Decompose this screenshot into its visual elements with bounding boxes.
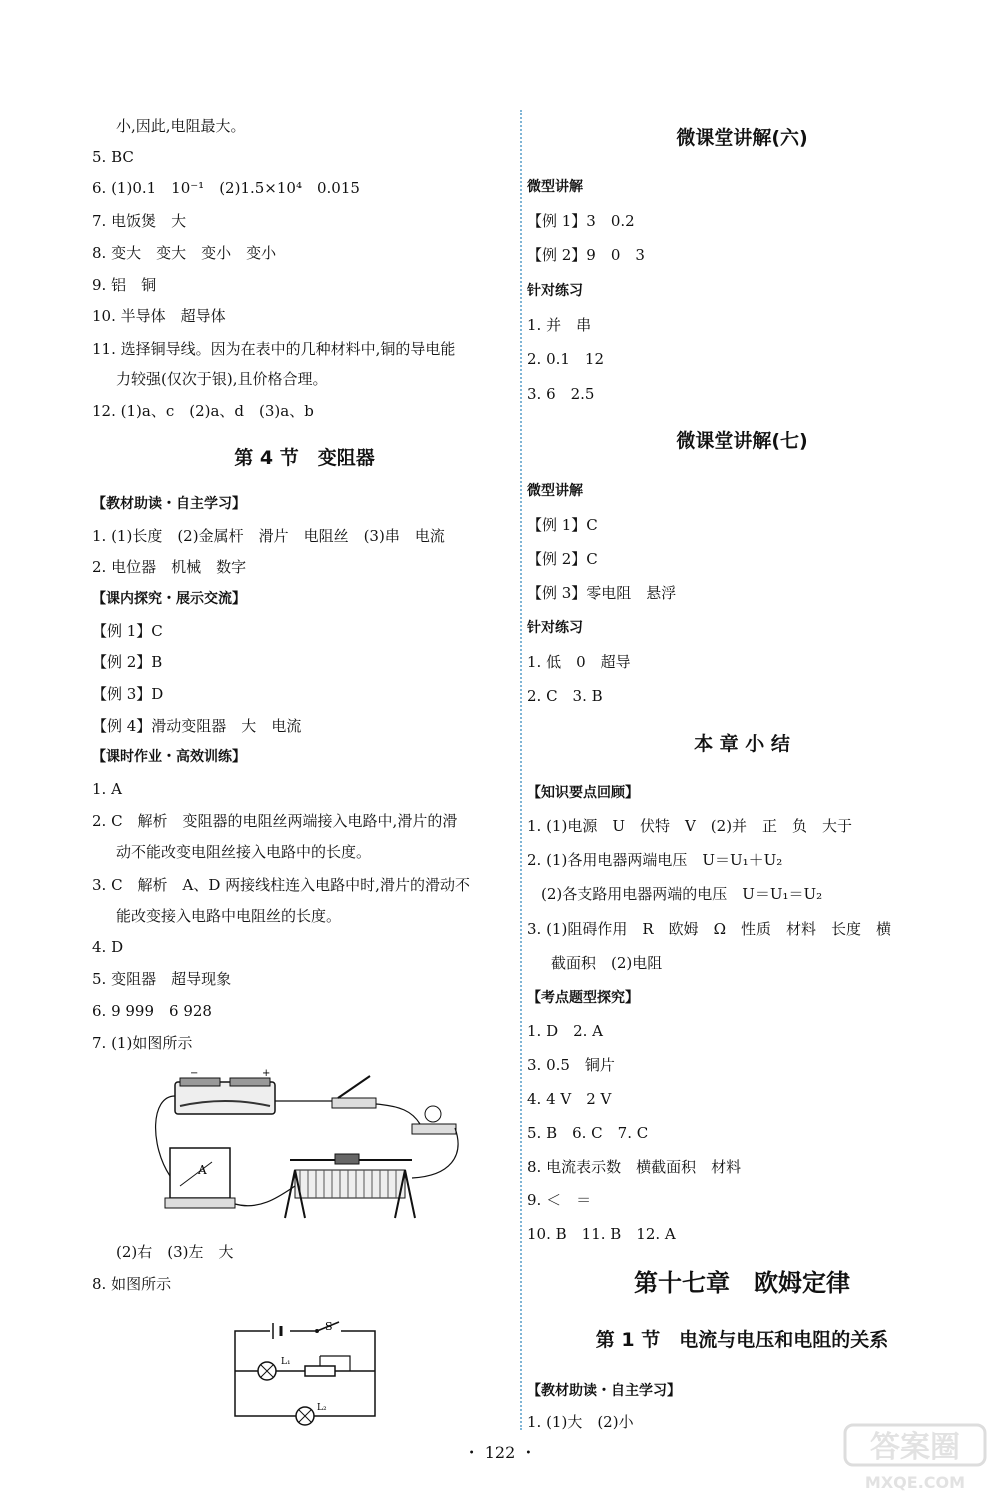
text-line: 小,因此,电阻最大。 [116, 117, 246, 135]
text-line: 1. (1)长度 (2)金属杆 滑片 电阻丝 (3)串 电流 [92, 527, 445, 545]
text-line: 【例 1】3 0.2 [527, 212, 635, 230]
text-line: 【例 2】C [527, 550, 598, 568]
watermark-logo [840, 1420, 990, 1495]
text-line: 9. ＜ ＝ [527, 1191, 592, 1209]
lamp2-label: L₂ [317, 1403, 327, 1413]
column-divider [520, 110, 522, 1430]
text-line: 5. B 6. C 7. C [527, 1124, 649, 1142]
text-line: 5. BC [92, 148, 134, 166]
svg-text:+: + [262, 1068, 271, 1079]
chapter-title: 第十七章 欧姆定律 [634, 1269, 850, 1297]
text-line: 8. 如图所示 [92, 1275, 172, 1293]
text-line: 1. (1)大 (2)小 [527, 1413, 634, 1431]
section-title: 微课堂讲解(六) [676, 127, 808, 149]
subheading: 【教材助读・自主学习】 [527, 1383, 681, 1399]
page-number: ・ 122 ・ [463, 1443, 537, 1462]
text-line: 4. D [92, 938, 124, 956]
text-line: 5. 变阻器 超导现象 [92, 970, 232, 988]
text-line: 11. 选择铜导线。因为在表中的几种材料中,铜的导电能 [92, 340, 456, 358]
text-line: 1. 并 串 [527, 316, 592, 334]
text-line: (2)各支路用电器两端的电压 U＝U₁＝U₂ [541, 885, 823, 903]
text-line: 1. 低 0 超导 [527, 653, 631, 671]
rheostat-icon [285, 1154, 415, 1218]
text-line: 【例 4】滑动变阻器 大 电流 [92, 717, 302, 735]
subheading: 【知识要点回顾】 [527, 785, 639, 801]
battery-icon [175, 1068, 275, 1114]
text-line: 【例 2】B [92, 653, 163, 671]
text-line: 3. C 解析 A、D 两接线柱连入电路中时,滑片的滑动不 [92, 876, 470, 894]
text-line: 1. (1)电源 U 伏特 V (2)并 正 负 大于 [527, 817, 853, 835]
text-line: 2. C 3. B [527, 687, 603, 705]
subheading: 微型讲解 [527, 483, 583, 499]
knife-switch-icon [332, 1076, 376, 1108]
text-line: 力较强(仅次于银),且价格合理。 [116, 370, 328, 388]
text-line: 【例 1】C [527, 516, 598, 534]
section-title: 微课堂讲解(七) [676, 430, 808, 452]
text-line: 6. (1)0.1 10⁻¹ (2)1.5×10⁴ 0.015 [92, 179, 360, 197]
text-line: 8. 变大 变大 变小 变小 [92, 244, 277, 262]
text-line: (2)右 (3)左 大 [116, 1243, 234, 1261]
text-line: 6. 9 999 6 928 [92, 1002, 212, 1020]
subheading: 针对练习 [527, 620, 583, 636]
ammeter-label: A [198, 1163, 207, 1177]
svg-text:答案圈: 答案圈 [870, 1430, 960, 1465]
physical-circuit-figure [150, 1066, 475, 1226]
text-line: 【例 3】零电阻 悬浮 [527, 584, 677, 602]
lamp1-label: L₁ [281, 1357, 291, 1367]
text-line: 1. D 2. A [527, 1022, 604, 1040]
subheading: 【考点题型探究】 [527, 990, 639, 1006]
svg-text:−: − [190, 1068, 199, 1079]
text-line: 2. (1)各用电器两端电压 U＝U₁＋U₂ [527, 851, 783, 869]
text-line: 10. 半导体 超导体 [92, 307, 226, 325]
svg-text:MXQE.COM: MXQE.COM [864, 1473, 966, 1492]
text-line: 动不能改变电阻丝接入电路中的长度。 [116, 843, 372, 861]
text-line: 4. 4 V 2 V [527, 1090, 612, 1108]
text-line: 8. 电流表示数 横截面积 材料 [527, 1158, 742, 1176]
text-line: 12. (1)a、c (2)a、d (3)a、b [92, 402, 314, 420]
bulb-icon [412, 1106, 456, 1134]
text-line: 1. A [92, 780, 122, 798]
section-title: 本 章 小 结 [694, 733, 790, 755]
text-line: 截面积 (2)电阻 [551, 954, 663, 972]
ammeter-icon [165, 1148, 235, 1208]
subheading: 【教材助读・自主学习】 [92, 496, 246, 512]
text-line: 7. 电饭煲 大 [92, 212, 187, 230]
text-line: 【例 1】C [92, 622, 163, 640]
text-line: 10. B 11. B 12. A [527, 1225, 676, 1243]
text-line: 【例 2】9 0 3 [527, 246, 645, 264]
text-line: 2. C 解析 变阻器的电阻丝两端接入电路中,滑片的滑 [92, 812, 458, 830]
text-line: 【例 3】D [92, 685, 164, 703]
section-title: 第 1 节 电流与电压和电阻的关系 [595, 1329, 889, 1351]
text-line: 3. (1)阻碍作用 R 欧姆 Ω 性质 材料 长度 横 [527, 920, 892, 938]
text-line: 2. 0.1 12 [527, 350, 605, 368]
text-line: 3. 6 2.5 [527, 385, 595, 403]
text-line: 能改变接入电路中电阻丝的长度。 [116, 907, 342, 925]
text-line: 3. 0.5 铜片 [527, 1056, 615, 1074]
schematic-figure [225, 1316, 385, 1426]
subheading: 针对练习 [527, 283, 583, 299]
switch-label: S [325, 1320, 333, 1333]
text-line: 2. 电位器 机械 数字 [92, 558, 247, 576]
section-title: 第 4 节 变阻器 [234, 447, 375, 469]
subheading: 微型讲解 [527, 179, 583, 195]
subheading: 【课时作业・高效训练】 [92, 749, 246, 765]
subheading: 【课内探究・展示交流】 [92, 591, 246, 607]
text-line: 9. 铝 铜 [92, 276, 157, 294]
text-line: 7. (1)如图所示 [92, 1034, 193, 1052]
